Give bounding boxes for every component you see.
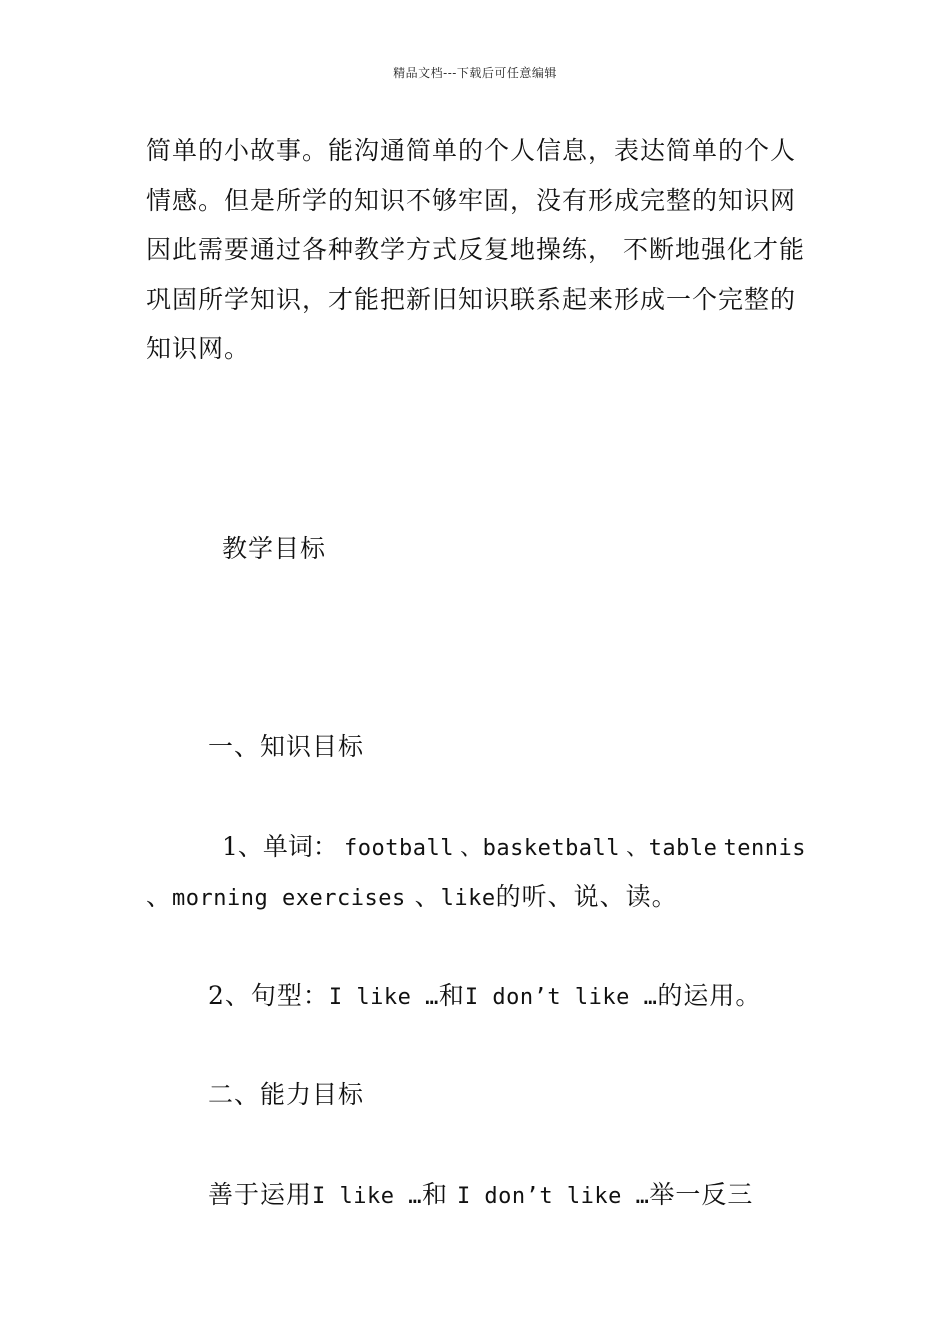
vocabulary-prefix: 1、单词： (222, 832, 338, 861)
intro-paragraph (146, 126, 810, 374)
knowledge-goal-heading: 一、知识目标 (208, 732, 365, 761)
ability-prefix: 善于运用 (208, 1180, 313, 1209)
ability-goal-line (208, 1180, 753, 1212)
vocabulary-word: morning exercises (172, 886, 406, 911)
vocabulary-separator: 、 (405, 882, 441, 911)
pattern-joiner: 和 (421, 1180, 457, 1209)
pattern-prefix: 2、句型： (208, 981, 329, 1010)
vocabulary-word: tennis (723, 836, 806, 861)
paragraph-line: 巩固所学知识，才能把新旧知识联系起来形成一个完整的 (146, 284, 797, 314)
paragraph-line: 情感。但是所学的知识不够牢固，没有形成完整的知识网 (146, 185, 797, 215)
sentence-pattern-line (208, 981, 761, 1013)
vocabulary-word: 、table (626, 836, 718, 861)
vocabulary-line-2 (146, 882, 678, 914)
vocabulary-line-1 (222, 832, 806, 864)
ability-goal-heading: 二、能力目标 (208, 1080, 365, 1109)
paragraph-line: 简单的小故事。能沟通简单的个人信息，表达简单的个人 (146, 136, 797, 165)
section-title: 教学目标 (222, 534, 327, 563)
pattern-text: I don’t like … (464, 985, 658, 1010)
pattern-suffix: 的运用。 (657, 981, 762, 1010)
pattern-text: I don’t like … (456, 1184, 650, 1209)
vocabulary-suffix: 的听、说、读。 (495, 882, 678, 911)
paragraph-line: 知识网。 (146, 334, 251, 363)
pattern-text: I like … (312, 1184, 422, 1209)
pattern-text: I like … (328, 985, 439, 1010)
ability-suffix: 举一反三 (649, 1180, 754, 1209)
pattern-joiner: 和 (438, 981, 465, 1010)
vocabulary-word: 、basketball (460, 836, 621, 861)
vocabulary-separator: 、 (146, 882, 173, 911)
paragraph-line: 因此需要通过各种教学方式反复地操练， 不断地强化才能 (146, 235, 805, 264)
vocabulary-word: like (440, 886, 496, 911)
vocabulary-word: football (344, 836, 454, 861)
page-header: 精品文档---下载后可任意编辑 (393, 66, 557, 80)
